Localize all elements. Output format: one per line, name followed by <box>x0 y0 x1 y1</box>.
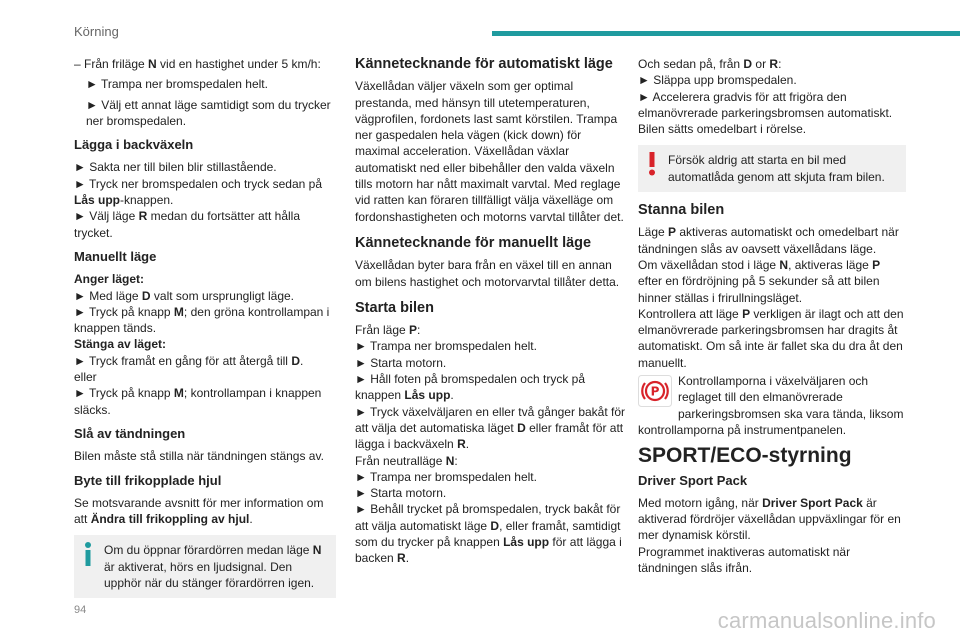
paragraph: Från neutralläge N: <box>355 453 458 468</box>
header-accent-bar <box>492 31 960 36</box>
label-stanga: Stänga av läget: <box>74 337 167 352</box>
text-eller: eller <box>74 370 97 385</box>
bullet-item: ► Håll foten på bromspedalen och tryck på knappen Lås upp. <box>355 372 585 403</box>
warning-icon <box>646 151 658 177</box>
paragraph: Och sedan på, från D or R: <box>638 57 782 71</box>
bullet-item: ► Tryck på knapp M; den gröna kontrollampan i knappen tänds. <box>74 304 330 336</box>
svg-text:P: P <box>650 384 660 399</box>
page-number: 94 <box>74 604 87 616</box>
heading-tandning: Slå av tändningen <box>74 425 186 441</box>
bullet-item: ► Trampa ner bromspedalen helt. <box>86 77 268 92</box>
heading-dsp: Driver Sport Pack <box>638 472 748 488</box>
bullet-item: ► Släppa upp bromspedalen. <box>638 73 797 88</box>
paragraph: Med motorn igång, när Driver Sport Pack är aktiverad fördröjer växellådan uppväxlingar för en mer dynamisk körstil. <box>638 495 901 543</box>
warning-text: Försök aldrig att starta en bil med automatlåda genom att skjuta fram bilen. <box>668 153 885 184</box>
paragraph: – Från friläge N vid en hastighet under 5 km/h: <box>74 57 321 71</box>
bullet-item: ► Välj läge R medan du fortsätter att hålla trycket. <box>74 209 301 240</box>
bullet-item: ► Med läge D valt som ursprungligt läge. <box>74 288 294 303</box>
paragraph: Om växellådan stod i läge N, aktiveras läge P efter en fördröjning på 5 sekunder så att bilen hinner ställas i frirullningsläget. <box>638 257 881 305</box>
warning-box <box>638 145 906 192</box>
bullet-item: ► Tryck växelväljaren en eller två gånger bakåt för att välja det automatiska läget D eller framåt för att lägga i backväxeln R. <box>355 404 626 452</box>
label-anger: Anger läget: <box>74 272 145 287</box>
paragraph: Växellådan väljer växeln som ger optimal prestanda, med hänsyn till utetemperaturen, vägprofilen, fordonets last samt körstilen. Trampa ner gaspedalen hela vägen (kick down) för maximal acceleration. Växellådan växlar automatiskt ned eller bibehåller den valda växeln tills motorn har nått maximalt varvtal. Med reglage vid ratten kan föraren tillfälligt välja växelläge om fordonshastigheten och motorns varvtal tillåter det. <box>355 79 624 224</box>
heading-backvaxel: Lägga i backväxeln <box>74 137 194 153</box>
column-3 <box>638 56 906 576</box>
info-text: Om du öppnar förardörren medan läge N är aktiverat, hörs en ljudsignal. Den upphör när du stänger förardörren igen. <box>104 543 322 591</box>
heading-manuellt: Manuellt läge <box>74 248 157 264</box>
watermark: carmanualsonline.info <box>717 608 936 633</box>
heading-auto: Kännetecknande för automatiskt läge <box>355 56 613 72</box>
bullet-item: ► Trampa ner bromspedalen helt. <box>355 339 537 354</box>
paragraph: Från läge P: <box>355 323 421 338</box>
heading-stanna: Stanna bilen <box>638 202 725 219</box>
bullet-item: ► Välj ett annat läge samtidigt som du trycker ner bromspedalen. <box>86 97 331 128</box>
parking-brake-icon <box>638 375 672 407</box>
paragraph: Kontrollera att läge P verkligen är ilagt och att den elmanövrerade parkeringsbromsen har dragits åt automatiskt. Om så inte är fallet ska du dra åt den manuellt. <box>638 306 904 370</box>
bullet-item: ► Tryck på knapp M; kontrollampan i knappen släcks. <box>74 386 322 417</box>
paragraph: Se motsvarande avsnitt för mer information om att Ändra till frikoppling av hjul. <box>74 495 324 527</box>
parking-brake-note <box>638 373 906 438</box>
heading-manuellt: Kännetecknande för manuellt läge <box>355 234 592 251</box>
bullet-item: ► Starta motorn. <box>355 486 447 501</box>
bullet-item: ► Accelerera gradvis för att frigöra den elmanövrerade parkeringsbromsen automatiskt. Bilen sätts omedelbart i rörelse. <box>638 89 893 137</box>
section-title: Körning <box>74 24 119 39</box>
paragraph: Programmet inaktiveras automatiskt när tändningen slås ifrån. <box>638 544 851 576</box>
bullet-item: ► Tryck ner bromspedalen och tryck sedan på Lås upp-knappen. <box>74 176 322 208</box>
column-1 <box>74 56 336 606</box>
info-box <box>74 535 336 598</box>
column-2 <box>355 56 625 567</box>
info-icon <box>82 541 94 567</box>
paragraph: Bilen måste stå stilla när tändningen stängs av. <box>74 449 324 464</box>
heading-starta: Starta bilen <box>355 299 434 316</box>
bullet-item: ► Behåll trycket på bromspedalen, tryck bakåt för att välja automatiskt läge D, eller framåt, samtidigt som du trycker på knappen Lås upp för att lägga i backen R. <box>355 502 622 566</box>
bullet-item: ► Tryck framåt en gång för att återgå till D. <box>74 353 304 368</box>
bullet-item: ► Starta motorn. <box>355 355 447 370</box>
bullet-item: ► Sakta ner till bilen blir stillastående. <box>74 160 277 175</box>
heading-sport: SPORT/ECO-styrning <box>638 444 852 468</box>
paragraph: Läge P aktiveras automatiskt och omedelbart när tändningen slås av oavsett växellådans läge. <box>638 225 899 256</box>
heading-frikopplade: Byte till frikopplade hjul <box>74 472 222 488</box>
bullet-item: ► Trampa ner bromspedalen helt. <box>355 469 537 484</box>
paragraph: Växellådan byter bara från en växel till en annan om bilens hastighet och motorvarvtal tillåter detta. <box>355 258 620 289</box>
parking-brake-text: Kontrollamporna i växelväljaren och reglaget till den elmanövrerade parkeringsbromsen ska vara tända, liksom kontrollamporna på instrumentpanelen. <box>638 374 904 437</box>
